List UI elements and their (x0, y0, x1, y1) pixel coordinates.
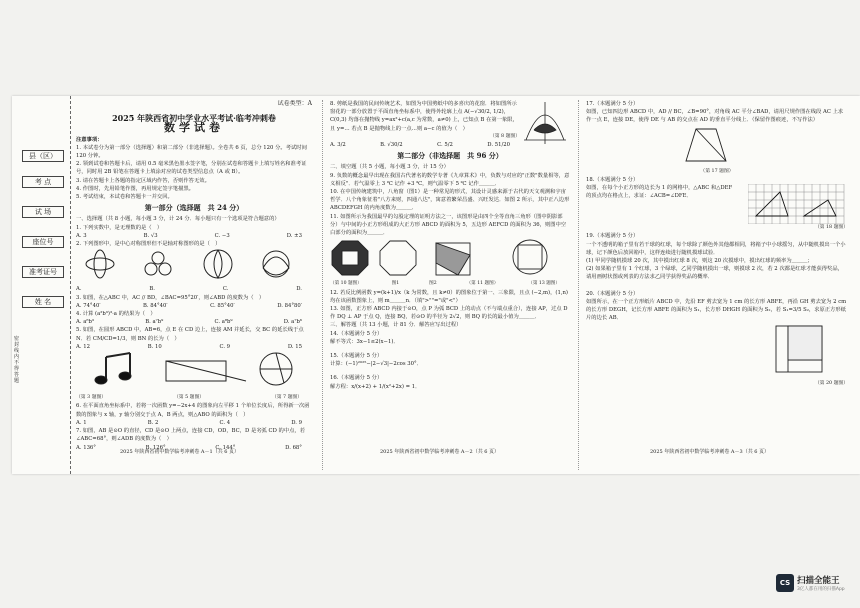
question-7: 7. 如图，AB 是⊙O 的直径，CD 是⊙O 上两点，连接 CD，OD，BC，D 是劣弧 CD 的中点，若∠ABC=68°，则∠ADB 的度数为（ ） (76, 428, 305, 443)
question-17-head: 17.（本题满分 5 分） (586, 101, 639, 107)
option: D. 84°80′ (277, 302, 302, 309)
part-1-heading: 第一部分（选择题 共 24 分） (144, 203, 244, 213)
figure-caption: （第 20 题图） (814, 380, 848, 386)
figure-caption: （第 7 题图） (271, 395, 302, 401)
binding-field: 姓 名 (22, 296, 64, 308)
option: A. 12 (76, 343, 90, 350)
q4-options (76, 318, 312, 326)
question-5: 5. 如图，在圆形 ABCD 中，AB=6，点 E 在 CD 边上，连接 AM 并延长，交 BC 的延长线于点 N．若 CM/CD=1/3，则 BN 的长为（ ） (76, 327, 304, 342)
notice-title: 注意事项： (76, 136, 103, 143)
binding-field: 座位号 (22, 236, 64, 248)
question-9: 9. 负数的概念最早出现在我国古代著名的数学专著《九章算术》中，负数与对应的"正数"数量相等，意义相反"．若气温零上 3 ℃ 记作 +3 ℃，则气温零下 5 ℃ 记作＿＿＿． (330, 172, 570, 187)
page-1-footer: 2025 年陕西省初中数学临考冲刺卷 A－1（共 6 页） (120, 449, 240, 455)
option: B. 126° (145, 444, 166, 451)
figure-caption: （第 11 题图） (466, 281, 499, 287)
binding-field: 准考证号 (22, 266, 64, 278)
question-2: 2. 下列图形中，是中心对称图形但不是轴对称图形的是（ ） (76, 241, 221, 248)
question-18-head: 18.（本题满分 5 分） (586, 177, 639, 184)
subject-title: 数学试卷 (164, 121, 224, 135)
option: D. a⁷b⁶ (283, 319, 302, 326)
page-2-footer: 2025 年陕西省初中数学临考冲刺卷 A－2（共 6 页） (380, 449, 500, 455)
question-3: 3. 如图，在△ABC 中，AC // BD，∠BAC=95°20′，则∠ABD 的度数为（ ） (76, 294, 265, 301)
figure-caption: 图2 (429, 281, 437, 287)
q3-options (76, 302, 312, 310)
option: A. 1 (76, 419, 87, 426)
part-2-heading: 第二部分（非选择题 共 96 分） (397, 151, 503, 161)
question-12: 12. 若反比例函数 y=(k+1)/x（k 为常数，且 k≠0）的图象位于第一、三象限，且点 (−2,m)，(1,n) 均在该函数图象上，则 m＿＿＿n．（填">""="或"<"） (330, 289, 568, 304)
section-note: 二、填空题（共 5 小题，每小题 3 分，计 15 分） (330, 164, 449, 171)
page-divider (578, 100, 579, 470)
figure-c (204, 250, 232, 278)
question-8: 8. 剪纸是我国的民间传统艺术，如图为中国剪纸中的多喜庆的花窗．将如图所示窗花的一部分放置于平面直角坐标系中，使得外轮廓上点 A(−√30/2, 1/2)，C(0,3) 均落在抛物线 y=ax²+c(a,c 为常数，a≠0) 上，已知点 B 在第一象限，且 y=… 若点 B 是抛物线上的一点…则 a−c 的值为（ ） (330, 101, 518, 132)
figure-caption: 图1 (391, 281, 400, 287)
option: B. 10 (147, 343, 162, 350)
page-3-footer: 2025 年陕西省初中数学临考冲刺卷 A－3（共 6 页） (650, 449, 770, 455)
figure-caption: （第 5 题图） (173, 395, 205, 401)
option: B. √30/2 (380, 142, 403, 149)
question-1: 1. 下列实数中，是无理数的是（ ） (76, 224, 163, 231)
notice-item: 2. 领到试卷和答题卡后，请用 0.5 毫米黑色墨水签字笔，分别在试卷和答题卡上填写姓名和准考证号，同时用 2B 铅笔在答题卡上填涂对应的试卷类型信息点（A 或 B）。 (76, 161, 307, 176)
figure-pythagoras (436, 243, 470, 275)
question-19: 一个不透明的箱子里有若干球的红球，每个球除了颜色外其他都相同，将箱子中小球摇匀，从中随机摸出一个小球，记下颜色后放回箱中，这样连续进行随机摸球试验． (586, 241, 846, 256)
figure-caption: （第 3 题图） (76, 395, 107, 401)
question-6: 6. 在平面直角坐标系中，若将一次函数 y=−2x+4 的图象向左平移 1 个单位长度后，所得新一次函数的图象与 x 轴，y 轴分别交于点 A，B 两点，则△ABO 的面积为（ ） (76, 403, 310, 418)
question-13: 13. 如图，正方形 ABCD 内接于⊙O，点 P 为弧 BCD 上的动点（不与端点重合），连接 AP，过点 D 作 DQ ⊥ AP 于点 Q，连接 BQ，若⊙O 的半径为 2√2，则 BQ 的长的最小值为＿＿＿． (330, 306, 568, 321)
figure-q3-note (95, 353, 131, 384)
figure-q5 (166, 361, 246, 381)
camscanner-logo: CS (776, 574, 794, 592)
notice-item: 4. 作图时，先用铅笔作图，再用规定签字笔描黑。 (76, 185, 194, 192)
figure-octagon (380, 241, 416, 275)
q2-options (76, 285, 312, 293)
question-19-part-1: (1) 甲同学随机摸球 20 次，其中摸出红球 8 次，则这 20 次摸球中，摸出红球的频率为＿＿＿； (586, 258, 813, 265)
question-15: 计算：(−1)²⁰²⁵−|2−√3|−2cos 30°． (330, 361, 422, 368)
figure-caption: （第 8 题图） (489, 133, 520, 139)
page-2 (330, 100, 570, 470)
q2-figures (76, 248, 306, 282)
q8-figure (520, 100, 570, 144)
watermark-subtitle: 3亿人都在用的扫描App (797, 587, 845, 592)
option: A. 136° (76, 444, 96, 451)
option: D. 15 (287, 343, 302, 350)
question-19-head: 19.（本题满分 5 分） (586, 233, 639, 240)
question-10: 10. 在中国传统建筑中，八角窗（图1）是一种常见的形式，其设计灵感来源于古代的天文观测和宇宙哲学．八个角象征着"八方来财，四通八达"，寓意着繁荣昌盛、兴旺发达．如图 2 所示，其中正八边形 ABCDEFGH 的内角度数为＿＿＿． (330, 189, 570, 212)
option: C. 144° (215, 444, 236, 451)
question-15-head: 15.（本题满分 5 分） (330, 353, 383, 360)
figure-captions (330, 280, 570, 288)
question-20-head: 20.（本题满分 5 分） (586, 290, 639, 297)
option: C. 85°40′ (210, 302, 235, 309)
page-divider (322, 100, 323, 470)
option: A. 74°40′ (76, 302, 101, 309)
option: C. 5/2 (437, 142, 453, 149)
binding-field: 县（区） (22, 150, 64, 162)
notice-item: 5. 考试结束，本试卷和答题卡一并交回。 (76, 194, 173, 201)
option: B. a⁷b⁹ (145, 319, 164, 326)
option: B. (149, 286, 155, 293)
question-20: 如图所示，在一个正方形纸片 ABCD 中，先沿 EF 剪去宽为 1 cm 的长方形 ABFE，再沿 GH 剪去宽为 2 cm 的长方形 DEGH，记长方形 ABFE 的面积为 S₁，长方形 DHGH 的面积为 S₂，若 S₁=3/5 S₂，求原正方形纸片的边长 AB． (586, 298, 847, 322)
exam-title: 2025 年陕西省初中学业水平考试·临考冲刺卷 (112, 113, 276, 124)
binding-field: 考 点 (22, 176, 64, 188)
figure-octagon-window (332, 241, 368, 275)
figure-q7 (260, 353, 292, 385)
figure-captions (76, 394, 312, 402)
option: A. 3/2 (330, 142, 346, 149)
notice-item: 3. 请在答题卡上各题的指定区域内作答，否则作答无效。 (76, 177, 210, 184)
figure-a (86, 250, 114, 278)
option: C. −3 (214, 232, 230, 239)
option: A. 3 (76, 232, 87, 239)
figure-caption: （第 18 题图） (814, 225, 848, 231)
question-16: 解方程：x/(x+2) + 1/(x²+2x) = 1． (330, 383, 421, 390)
q10-q13-figures (330, 237, 566, 277)
option: A. (76, 286, 82, 293)
binding-strip (12, 96, 71, 474)
q8-options (330, 141, 520, 149)
binding-field: 试 场 (22, 206, 64, 218)
question-19-part-2: (2) 如果箱子里有 1 个红球，3 个绿球，乙同学随机摸出一球，则摸球 2 次，若 2 次都是红球才能获得奖品，请用画树状图或列表的方法求乙同学获得奖品的概率． (586, 266, 843, 281)
option: D. ±3 (286, 232, 302, 239)
figure-caption: （第 17 题图） (700, 168, 734, 174)
option: B. 2 (147, 419, 159, 426)
section-note: 一、选择题（共 8 小题，每小题 3 分，计 24 分．每小题只有一个选项是符合题意的） (76, 216, 280, 223)
option: C. 4 (219, 419, 231, 426)
figure-b (145, 252, 171, 275)
q5-options (76, 343, 312, 351)
question-4: 4. 计算 (a²b³)³·a 的结果为（ ） (76, 311, 156, 318)
q18-grid-figure (748, 184, 848, 224)
question-14-head: 14.（本题满分 5 分） (330, 330, 383, 337)
option: A. a⁶b³ (76, 319, 94, 326)
option: C. 9 (219, 343, 231, 350)
option: B. 84°40′ (143, 302, 168, 309)
question-11: 11. 如图所示为我国最早的勾股定理的证明方法之一，该图形是由四个全等直角三角形（图中阴影部分）与中间的小正方形组成的大正方形 ABCD 的面积为 5，五边形 AEFCD 的面积为 36，则图中空白部分的面积为＿＿＿． (330, 213, 567, 237)
option: D. 68° (285, 444, 302, 451)
q6-options (76, 419, 312, 427)
q3-q5-q7-figures (76, 351, 306, 391)
page-1 (76, 100, 312, 470)
page-3 (586, 100, 848, 470)
question-16-head: 16.（本题满分 5 分） (330, 375, 383, 382)
figure-caption: （第 10 题图） (330, 281, 362, 287)
option: B. √3 (143, 232, 158, 239)
watermark-title: 扫描全能王 (797, 576, 840, 586)
q17-figure (586, 125, 842, 165)
question-17: 如图，已知四边形 ABCD 中，AD // BC，∠B=90°，对角线 AC 平分∠BAD，请用尺规作图在线段 AC 上求作一点 E，连接 DE，使得 DE 与 AB 的交点在 AD 的垂直平分线上．（保留作图痕迹，不写作法） (586, 109, 844, 124)
figure-d (263, 251, 289, 277)
question-14: 解不等式：3x−1≤2(x−1)． (330, 338, 399, 345)
q1-options (76, 232, 312, 240)
figure-caption: （第 13 题图） (528, 281, 560, 287)
q20-figure (586, 322, 842, 376)
option: C. a⁸b⁹ (214, 319, 233, 326)
option: D. 9 (291, 419, 302, 426)
section-note: 三、解答题（共 13 小题，计 81 分．解答应写出过程） (330, 322, 462, 329)
figure-q13 (513, 240, 547, 274)
option: D. (296, 286, 302, 293)
question-18: 如图，在每个小正方形的边长为 1 的网格中，△ABC 和△DEF 的顶点均在格点上，求证：∠ACB=∠DFE． (586, 185, 733, 200)
binding-note: 密封线内不得答题 (14, 336, 20, 384)
exam-type: 试卷类型：A (277, 100, 312, 107)
notice-item: 1. 本试卷分为第一部分（选择题）和第二部分（非选择题）。全卷共 6 页，总分 120 分。考试时间 120 分钟。 (76, 144, 307, 160)
option: C. (222, 286, 229, 293)
option: D. 51/20 (487, 142, 510, 149)
